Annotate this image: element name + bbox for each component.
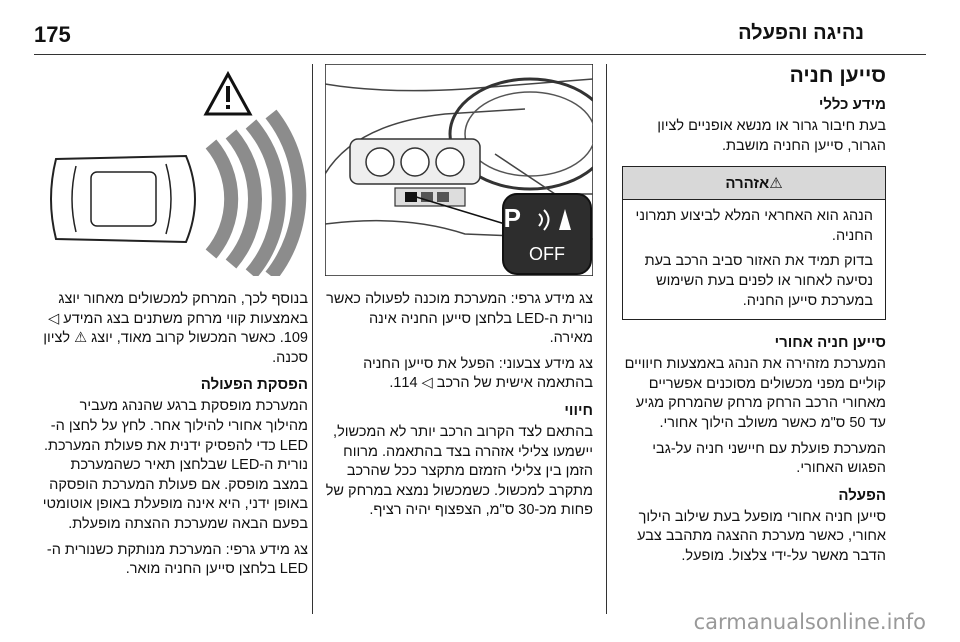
rear-text-1: המערכת מזהירה את הנהג באמצעות חיוויים קוליים מפני מכשולים מסוכנים אפשריים מאחורי הרכב הרחק מרחק שהמרחק מגיע עד 50 ס"מ כאשר משולב הילוך אחורי.	[624, 356, 886, 431]
deactivation-text-1: המערכת מופסקת ברגע שהנהג מעביר מהילוך אחורי להילוך אחר. לחץ על לחצן ה-LED כדי להפסיק ידנית את פעולת המערכת. נורית ה-LED שבלחצן תאיר כשהמערכת במצב מופסק. אם פעולת המערכת הופסקה באופן ידני, היא אינה מופעלת באופן אוטומטי בפעם הבאה שמערכת ההצתה מופעלת.	[42, 398, 308, 532]
left-column	[36, 64, 308, 586]
deactivation-heading: הפסקת הפעולה	[200, 376, 308, 394]
dashboard-button-illustration	[325, 64, 593, 276]
column-divider-left	[312, 64, 313, 614]
warning-text-2: בדוק תמיד את האזור סביב הרכב בעת נסיעה לאחור או לפנים בעת השימוש במערכת סייען החניה.	[644, 253, 873, 309]
warning-header	[623, 167, 885, 200]
rear-text-2: המערכת פועלת עם חיישני חניה על-גבי הפגוש האחורי.	[652, 440, 886, 477]
rear-heading: סייען חניה אחורי	[774, 334, 886, 352]
warning-icon: ⚠	[769, 175, 783, 193]
colour-display-caption: צג מידע צבעוני: הפעל את סייען החניה בהתאמה אישית של הרכב ◁ 114.	[363, 355, 593, 392]
warning-title: אזהרה	[725, 175, 770, 193]
distance-display-text: בנוסף לכך, המרחק למכשולים מאחור יוצג באמצעות קווי מרחק משתנים בצג המידע ◁ 109. כאשר המכשול קרוב מאוד, יוצג ⚠ לציון סכנה.	[43, 291, 308, 366]
activation-heading: הפעלה	[838, 486, 886, 504]
header-divider	[34, 54, 926, 55]
general-text: בעת חיבור גרור או מנשא אופניים לציון הגרור, סייען החניה מושבת.	[657, 118, 886, 154]
watermark: carmanualsonline.info	[693, 610, 926, 634]
alerts-text: בהתאם לצד הקרוב הרכב יותר לא המכשול, יישמעו צלילי אזהרה בצד בהתאמה. מרווח הזמן בין צלילי הזמזם מתקצר ככל שהרכב מתקרב למכשול. כשמכשול נמצא במרחק של פחות מכ-30 ס"מ, הצפצוף יהיה רציף.	[325, 423, 593, 519]
middle-column	[325, 64, 593, 527]
activation-text: סייען חניה אחורי מופעל בעת שילוב הילוך אחורי, כאשר מערכת ההצגה מתהבב צבע הדבר מאשר על-ידי צלצול. מופעל.	[637, 508, 886, 564]
section-title: סייען חניה	[789, 64, 886, 87]
warning-box	[622, 166, 886, 320]
warning-body	[623, 200, 885, 319]
general-heading: מידע כללי	[818, 96, 886, 113]
column-divider-right	[606, 64, 607, 614]
graphic-display-caption: צג מידע גרפי: המערכת מוכנה לפעולה כאשר נורית ה-LED בלחצן סייען החניה אינה מאירה.	[326, 291, 593, 347]
off-label: OFF	[529, 244, 565, 264]
chapter-title: נהיגה והפעלה	[738, 22, 864, 44]
page-number: 175	[34, 22, 71, 47]
warning-text-1: הנהג הוא האחראי המלא לביצוע תמרוני החניה.	[635, 208, 873, 244]
svg-text:P: P	[503, 203, 521, 233]
deactivation-text-2: צג מידע גרפי: המערכת מנותקת כשנורית ה-LED בלחצן סייען החניה מואר.	[46, 541, 308, 578]
car-sensor-zones-illustration	[36, 64, 308, 276]
alerts-heading: חיווי	[564, 401, 593, 419]
right-column	[622, 64, 886, 573]
